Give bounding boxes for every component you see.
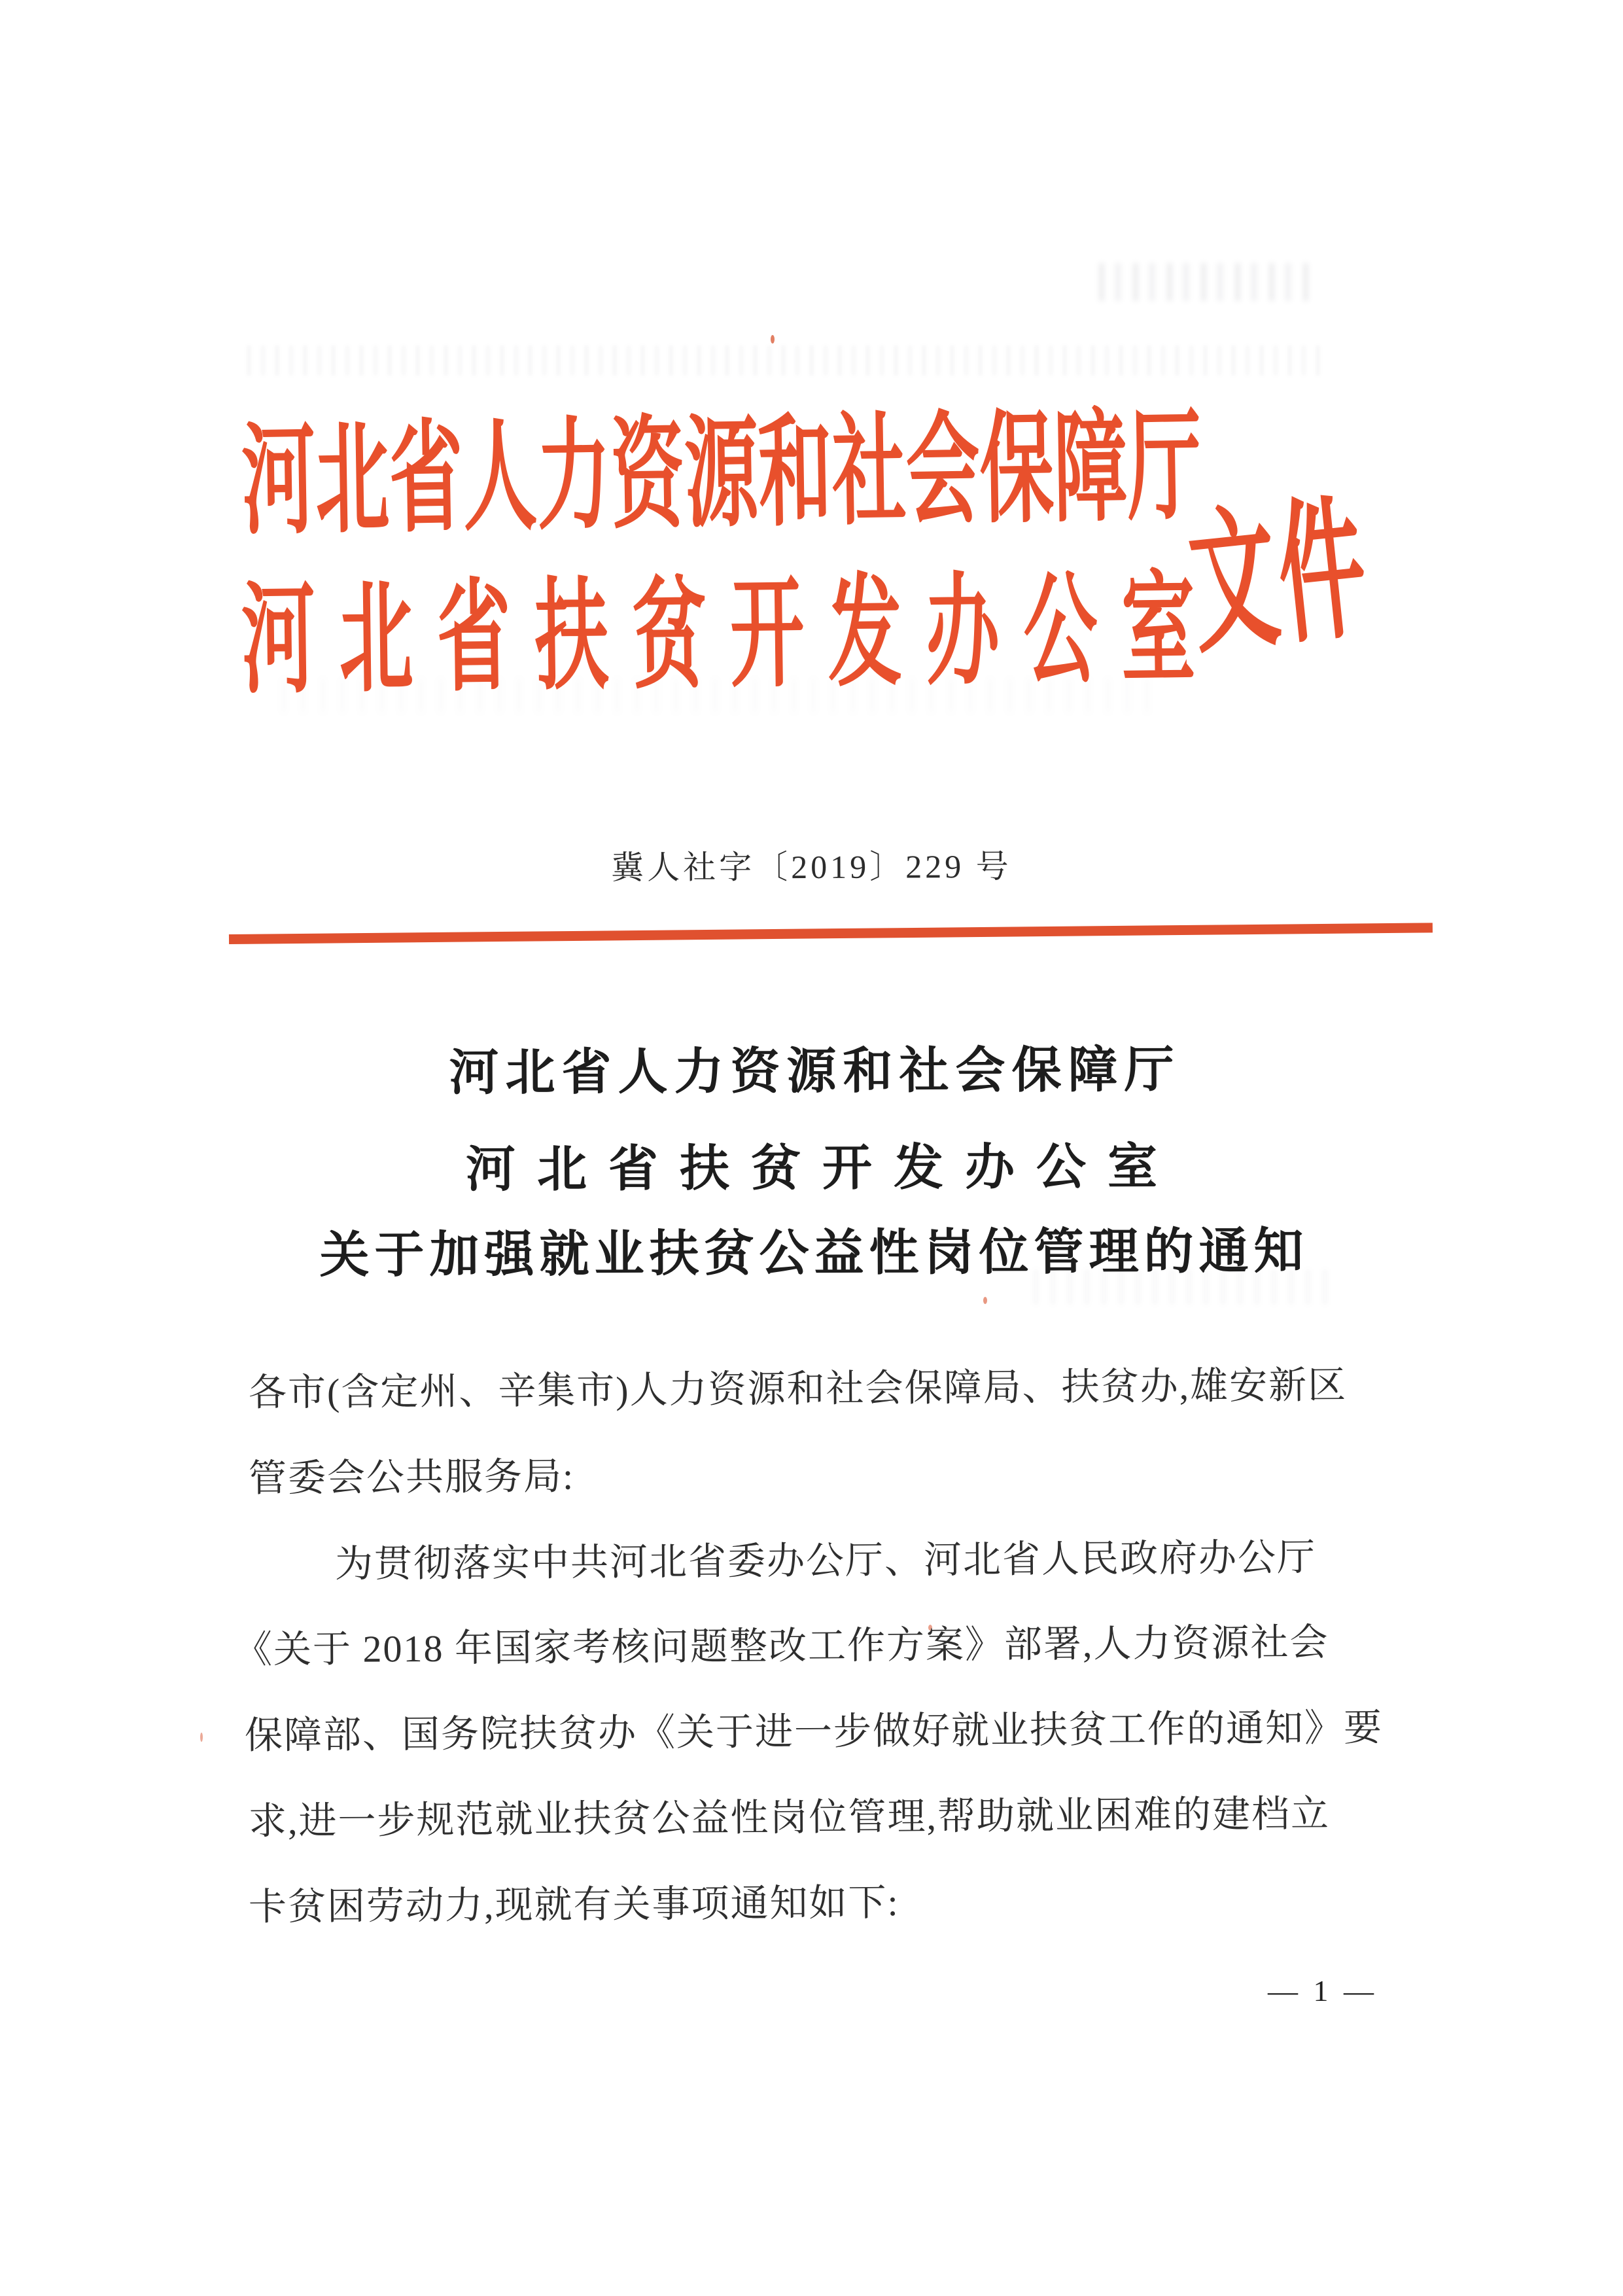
title-line1: [0, 1044, 1623, 1101]
title-line2: [0, 1140, 1623, 1197]
letterhead-agency-line1: 河北省人力资源和社会保障厅: [240, 400, 1202, 550]
red-ink-speck: [200, 1733, 203, 1742]
body-paragraph-line1: 为贯彻落实中共河北省委办公厅、河北省人民政府办公厅: [334, 1536, 1317, 1585]
title-line3: [0, 1226, 1623, 1282]
letterhead-doctype-label: 文件: [1182, 484, 1376, 672]
red-ink-speck: [983, 1297, 987, 1304]
letterhead-agency-line2: 河北省扶贫开发办公室: [240, 562, 1220, 709]
body-salutation-line2: 管委会公共服务局:: [248, 1455, 575, 1500]
red-divider-rule: [229, 923, 1433, 944]
red-ink-speck: [771, 335, 775, 344]
document-number: 冀人社字〔2019〕229 号: [611, 847, 1012, 887]
body-paragraph-line2: 《关于 2018 年国家考核问题整改工作方案》部署,人力资源社会: [234, 1621, 1329, 1671]
title-line1-text: 河北省人力资源和社会保障厅: [449, 1042, 1181, 1101]
body-paragraph-line5: 卡贫困劳动力,现就有关事项通知如下:: [248, 1881, 899, 1928]
body-paragraph-line4: 求,进一步规范就业扶贫公益性岗位管理,帮助就业困难的建档立: [248, 1792, 1331, 1843]
body-paragraph-line3: 保障部、国务院扶贫办《关于进一步做好就业扶贫工作的通知》要: [244, 1706, 1384, 1757]
scan-bleed-band-top: [247, 345, 1327, 376]
scan-bleed-blob-topright: [1099, 263, 1315, 301]
body-salutation-line1: 各市(含定州、辛集市)人力资源和社会保障局、扶贫办,雄安新区: [248, 1364, 1348, 1414]
title-line2-text: 河北省扶贫开发办公室: [465, 1139, 1179, 1198]
title-line3-text: 关于加强就业扶贫公益性岗位管理的通知: [319, 1224, 1309, 1284]
page-number: — 1 —: [1268, 1974, 1378, 2007]
